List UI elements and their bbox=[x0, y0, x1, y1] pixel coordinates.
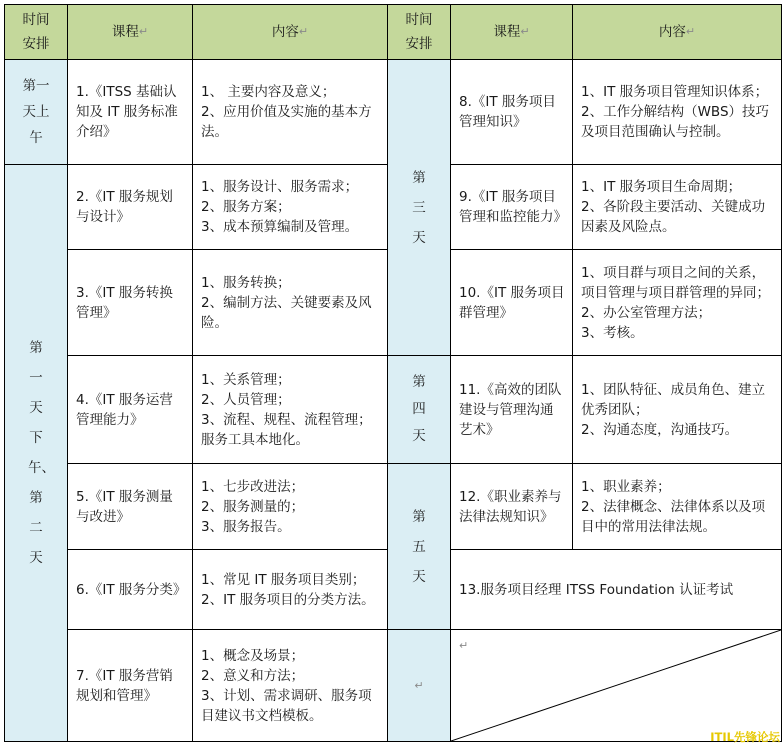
course-cell: 12.《职业素养与法律法规知识》 bbox=[450, 463, 573, 550]
header-course-left: 课程 ↵ bbox=[67, 4, 193, 60]
schedule-day1-afternoon-day2: 第一天下午、第二天 bbox=[4, 164, 68, 742]
schedule-day3: 第三天 bbox=[387, 59, 451, 356]
course-cell: 10.《IT 服务项目群管理》 bbox=[450, 249, 573, 356]
header-time-left: 时间安排 bbox=[4, 4, 68, 60]
content-cell: 1、七步改进法； 2、服务测量的； 3、服务报告。 bbox=[192, 463, 388, 550]
header-content-left: 内容 ↵ bbox=[192, 4, 388, 60]
content-cell: 1、团队特征、成员角色、建立优秀团队； 2、沟通态度，沟通技巧。 bbox=[572, 355, 782, 464]
content-cell: 1、IT 服务项目管理知识体系； 2、工作分解结构（WBS）技巧及项目范围确认与控制。 bbox=[572, 59, 782, 165]
schedule-day5: 第五天 bbox=[387, 463, 451, 630]
empty-cell: ↵ bbox=[450, 629, 782, 742]
content-cell: 1、服务设计、服务需求； 2、服务方案； 3、成本预算编制及管理。 bbox=[192, 164, 388, 250]
header-content-right: 内容 ↵ bbox=[572, 4, 782, 60]
course-cell: 1.《ITSS 基础认知及 IT 服务标准介绍》 bbox=[67, 59, 193, 165]
schedule-day1-morning: 第一天上午 bbox=[4, 59, 68, 165]
diagonal-line bbox=[451, 630, 781, 741]
content-cell: 1、职业素养； 2、法律概念、法律体系以及项目中的常用法律法规。 bbox=[572, 463, 782, 550]
course-cell: 3.《IT 服务转换管理》 bbox=[67, 249, 193, 356]
content-cell: 1、IT 服务项目生命周期； 2、各阶段主要活动、关键成功因素及风险点。 bbox=[572, 164, 782, 250]
course-cell: 7.《IT 服务营销规划和管理》 bbox=[67, 629, 193, 742]
content-cell: 1、 主要内容及意义； 2、应用价值及实施的基本方法。 bbox=[192, 59, 388, 165]
course-cell: 9.《IT 服务项目管理和监控能力》 bbox=[450, 164, 573, 250]
schedule-day4: 第四天 bbox=[387, 355, 451, 464]
content-cell: 1、关系管理； 2、人员管理； 3、流程、规程、流程管理；服务工具本地化。 bbox=[192, 355, 388, 464]
header-course-right: 课程 ↵ bbox=[450, 4, 573, 60]
course-cell: 2.《IT 服务规划与设计》 bbox=[67, 164, 193, 250]
certification-exam-cell: 13.服务项目经理 ITSS Foundation 认证考试 bbox=[450, 549, 782, 630]
course-cell: 11.《高效的团队建设与管理沟通艺术》 bbox=[450, 355, 573, 464]
content-cell: 1、概念及场景； 2、意义和方法； 3、计划、需求调研、服务项目建议书文档模板。 bbox=[192, 629, 388, 742]
header-time-right: 时间安排 bbox=[387, 4, 451, 60]
content-cell: 1、常见 IT 服务项目类别； 2、IT 服务项目的分类方法。 bbox=[192, 549, 388, 630]
course-cell: 6.《IT 服务分类》 bbox=[67, 549, 193, 630]
content-cell: 1、服务转换； 2、编制方法、关键要素及风险。 bbox=[192, 249, 388, 356]
course-cell: 8.《IT 服务项目管理知识》 bbox=[450, 59, 573, 165]
watermark: ITIL先锋论坛 bbox=[710, 730, 780, 744]
course-cell: 5.《IT 服务测量与改进》 bbox=[67, 463, 193, 550]
schedule-empty: ↵ bbox=[387, 629, 451, 742]
content-cell: 1、项目群与项目之间的关系，项目管理与项目群管理的异同； 2、办公室管理方法； 3、考核。 bbox=[572, 249, 782, 356]
course-cell: 4.《IT 服务运营管理能力》 bbox=[67, 355, 193, 464]
